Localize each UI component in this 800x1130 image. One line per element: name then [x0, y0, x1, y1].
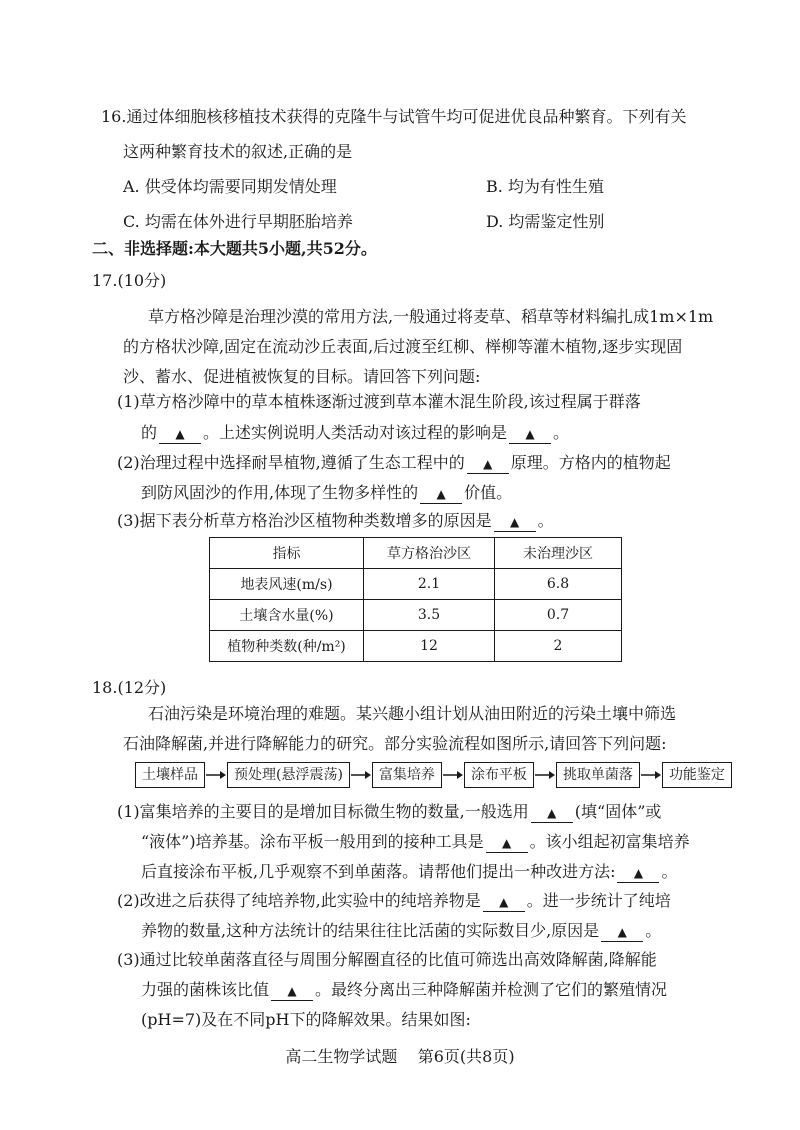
q18-part2-line1: (2)改进之后获得了纯培养物,此实验中的纯培养物是 ▲ 。进一步统计了纯培 — [117, 891, 671, 910]
table-header-cell: 指标 — [210, 538, 364, 569]
q17-part2-line2: 到防风固沙的作用,体现了生物多样性的 ▲ 价值。 — [141, 483, 513, 502]
answer-blank[interactable]: ▲ — [271, 981, 313, 1001]
right-arrow-icon — [350, 770, 372, 780]
table-row — [210, 631, 622, 662]
answer-blank[interactable]: ▲ — [617, 863, 659, 883]
table-cell: 3.5 — [364, 600, 495, 631]
q16-stem-line1: 16.通过体细胞核移植技术获得的克隆牛与试管牛均可促进优良品种繁育。下列有关 — [101, 107, 687, 126]
table-cell: 2 — [495, 631, 622, 662]
answer-blank[interactable]: ▲ — [531, 803, 573, 823]
q17-part3: (3)据下表分析草方格治沙区植物种类数增多的原因是 ▲ 。 — [117, 511, 554, 530]
q18-part2-line2: 养物的数量,这种方法统计的结果往往比活菌的实际数目少,原因是 ▲ 。 — [141, 921, 662, 940]
q18-intro-line2: 石油降解菌,并进行降解能力的研究。部分实验流程如图所示,请回答下列问题: — [123, 734, 667, 753]
answer-blank[interactable]: ▲ — [509, 424, 551, 444]
flow-step: 涂布平板 — [464, 762, 534, 788]
q16-option-d: D. 均需鉴定性别 — [486, 212, 605, 231]
q18-part3-line1: (3)通过比较单菌落直径与周围分解圈直径的比值可筛选出高效降解菌,降解能 — [117, 950, 657, 969]
answer-blank[interactable]: ▲ — [159, 424, 201, 444]
answer-blank[interactable]: ▲ — [486, 833, 528, 853]
q16-option-c: C. 均需在体外进行早期胚胎培养 — [123, 212, 353, 231]
answer-blank[interactable]: ▲ — [601, 922, 643, 942]
flow-step: 预处理(悬浮震荡) — [227, 762, 350, 788]
table-row — [210, 600, 622, 631]
table-cell: 6.8 — [495, 569, 622, 600]
right-arrow-icon — [442, 770, 464, 780]
q17-data-table — [209, 537, 622, 662]
q17-part1-line2: 的 ▲ 。上述实例说明人类活动对该过程的影响是 ▲ 。 — [141, 423, 570, 442]
table-cell: 0.7 — [495, 600, 622, 631]
q16-stem-line2: 这两种繁育技术的叙述,正确的是 — [123, 142, 353, 161]
q18-part3-line3: (pH=7)及在不同pH下的降解效果。结果如图: — [141, 1010, 471, 1029]
flow-step: 挑取单菌落 — [556, 762, 640, 788]
q18-intro-line1: 石油污染是环境治理的难题。某兴趣小组计划从油田附近的污染土壤中筛选 — [148, 704, 677, 723]
flow-step: 土壤样品 — [135, 762, 205, 788]
right-arrow-icon — [534, 770, 556, 780]
table-cell: 地表风速(m/s) — [210, 569, 364, 600]
table-header-row — [210, 538, 622, 569]
section2-header: 二、非选择题:本大题共5小题,共52分。 — [92, 239, 377, 258]
q18-part1-line2: “液体”)培养基。涂布平板一般用到的接种工具是 ▲ 。该小组起初富集培养 — [141, 832, 690, 851]
table-row — [210, 569, 622, 600]
answer-blank[interactable]: ▲ — [467, 454, 509, 474]
table-header-cell: 草方格治沙区 — [364, 538, 495, 569]
answer-blank[interactable]: ▲ — [494, 512, 536, 532]
table-cell: 12 — [364, 631, 495, 662]
right-arrow-icon — [205, 770, 227, 780]
table-header-cell: 未治理沙区 — [495, 538, 622, 569]
q17-intro-line3: 沙、蓄水、促进植被恢复的目标。请回答下列问题: — [123, 367, 481, 386]
experiment-flowchart — [135, 761, 732, 789]
q18-part1-line3: 后直接涂布平板,几乎观察不到单菌落。请帮他们提出一种改进方法: ▲ 。 — [141, 862, 678, 881]
q16-option-a: A. 供受体均需要同期发情处理 — [123, 177, 337, 196]
answer-blank[interactable]: ▲ — [483, 892, 525, 912]
table-cell: 土壤含水量(%) — [210, 600, 364, 631]
right-arrow-icon — [640, 770, 662, 780]
answer-blank[interactable]: ▲ — [420, 484, 462, 504]
q17-part1-line1: (1)草方格沙障中的草本植株逐渐过渡到草本灌木混生阶段,该过程属于群落 — [117, 392, 641, 411]
table-cell: 植物种类数(种/m²) — [210, 631, 364, 662]
table-cell: 2.1 — [364, 569, 495, 600]
flow-step: 功能鉴定 — [662, 762, 732, 788]
q18-part3-line2: 力强的菌株该比值 ▲ 。最终分离出三种降解菌并检测了它们的繁殖情况 — [141, 980, 668, 999]
page-footer: 高二生物学试题 第6页(共8页) — [285, 1047, 515, 1066]
q16-option-b: B. 均为有性生殖 — [486, 177, 604, 196]
q18-label: 18.(12分) — [92, 678, 167, 697]
q17-intro-line2: 的方格状沙障,固定在流动沙丘表面,后过渡至红柳、榉柳等灌木植物,逐步实现固 — [123, 337, 683, 356]
q17-intro-line1: 草方格沙障是治理沙漠的常用方法,一般通过将麦草、稻草等材料编扎成1m×1m — [148, 307, 714, 326]
q17-part2-line1: (2)治理过程中选择耐旱植物,遵循了生态工程中的 ▲ 原理。方格内的植物起 — [117, 453, 671, 472]
q17-label: 17.(10分) — [92, 271, 167, 290]
q18-part1-line1: (1)富集培养的主要目的是增加目标微生物的数量,一般选用 ▲ (填“固体”或 — [117, 802, 662, 821]
flow-step: 富集培养 — [372, 762, 442, 788]
